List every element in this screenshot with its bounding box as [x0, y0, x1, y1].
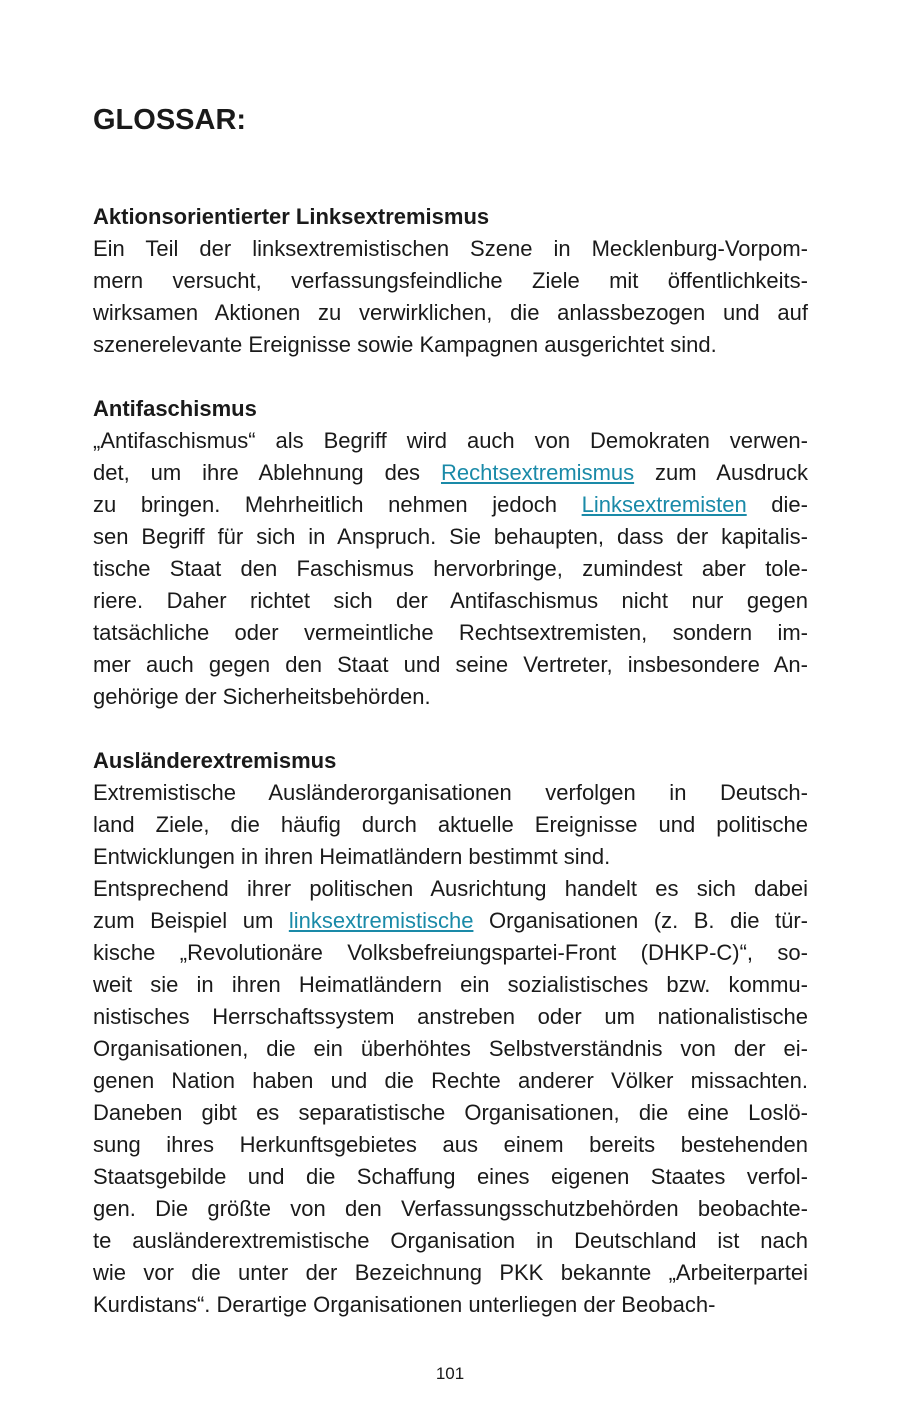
glossary-link[interactable]: Linksextremisten — [581, 492, 747, 517]
text-line — [93, 521, 808, 553]
text-line — [93, 489, 808, 521]
text-line — [93, 585, 808, 617]
text-segment: gehörige der Sicherheitsbehörden. — [93, 684, 431, 709]
page-title: GLOSSAR: — [93, 104, 247, 136]
text-segment: nistisches Herrschaftssystem anstreben oder um nationalistische — [93, 1004, 808, 1029]
page-number: 101 — [435, 1364, 465, 1383]
text-segment: zum Beispiel um — [93, 908, 289, 933]
text-line — [93, 1129, 808, 1161]
glossary-entry — [93, 201, 808, 361]
glossary-entry — [93, 393, 808, 713]
glossary-term: Aktionsorientierter Linksextremismus — [93, 204, 490, 229]
text-segment: kische „Revolutionäre Volksbefreiungspartei-Front (DHKP-C)“, so- — [93, 940, 808, 965]
text-line — [93, 265, 808, 297]
text-line — [93, 873, 808, 905]
text-line — [93, 1033, 808, 1065]
text-segment: Entwicklungen in ihren Heimatländern bestimmt sind. — [93, 844, 611, 869]
glossary-entry — [93, 745, 808, 1321]
text-line — [93, 1289, 808, 1321]
text-segment: Extremistische Ausländerorganisationen verfolgen in Deutsch- — [93, 780, 808, 805]
text-line — [93, 425, 808, 457]
text-line — [93, 905, 808, 937]
text-line — [93, 1161, 808, 1193]
text-segment: Daneben gibt es separatistische Organisationen, die eine Loslö- — [93, 1100, 808, 1125]
text-line — [93, 297, 808, 329]
text-line — [93, 1065, 808, 1097]
text-segment: tische Staat den Faschismus hervorbringe, zumindest aber tole- — [93, 556, 808, 581]
text-segment: sen Begriff für sich in Anspruch. Sie behaupten, dass der kapitalis- — [93, 524, 808, 549]
text-line — [93, 1001, 808, 1033]
text-segment: Organisationen (z. B. die tür- — [473, 908, 808, 933]
text-segment: Kurdistans“. Derartige Organisationen unterliegen der Beobach- — [93, 1292, 716, 1317]
text-line — [93, 1257, 808, 1289]
text-segment: Entsprechend ihrer politischen Ausrichtung handelt es sich dabei — [93, 876, 808, 901]
text-line — [93, 233, 808, 265]
text-segment: sung ihres Herkunftsgebietes aus einem bereits bestehenden — [93, 1132, 808, 1157]
glossary-link[interactable]: Rechtsextremismus — [440, 460, 635, 485]
glossary-term: Ausländerextremismus — [93, 748, 337, 773]
glossary-term: Antifaschismus — [93, 396, 257, 421]
text-segment: land Ziele, die häufig durch aktuelle Ereignisse und politische — [93, 812, 808, 837]
text-line — [93, 649, 808, 681]
text-segment: tatsächliche oder vermeintliche Rechtsextremisten, sondern im- — [93, 620, 808, 645]
text-segment: det, um ihre Ablehnung des — [93, 460, 441, 485]
glossary-content — [93, 201, 808, 1353]
text-line — [93, 937, 808, 969]
text-line — [93, 457, 808, 489]
text-segment: mer auch gegen den Staat und seine Vertreter, insbesondere An- — [93, 652, 808, 677]
text-line — [93, 809, 808, 841]
text-segment: te ausländerextremistische Organisation in Deutschland ist nach — [93, 1228, 808, 1253]
text-segment: die- — [746, 492, 808, 517]
text-segment: Staatsgebilde und die Schaffung eines eigenen Staates verfol- — [93, 1164, 808, 1189]
text-segment: genen Nation haben und die Rechte anderer Völker missachten. — [93, 1068, 808, 1093]
text-line — [93, 553, 808, 585]
text-segment: wirksamen Aktionen zu verwirklichen, die anlassbezogen und auf — [93, 300, 808, 325]
text-segment: Organisationen, die ein überhöhtes Selbstverständnis von der ei- — [93, 1036, 808, 1061]
text-line — [93, 969, 808, 1001]
glossary-link[interactable]: linksextremistische — [288, 908, 474, 933]
text-segment: Ein Teil der linksextremistischen Szene in Mecklenburg-Vorpom- — [93, 236, 808, 261]
text-line — [93, 1225, 808, 1257]
text-segment: „Antifaschismus“ als Begriff wird auch von Demokraten verwen- — [93, 428, 808, 453]
text-segment: szenerelevante Ereignisse sowie Kampagnen ausgerichtet sind. — [93, 332, 717, 357]
text-line — [93, 1097, 808, 1129]
text-line — [93, 329, 808, 361]
text-segment: zu bringen. Mehrheitlich nehmen jedoch — [93, 492, 582, 517]
text-segment: riere. Daher richtet sich der Antifaschismus nicht nur gegen — [93, 588, 808, 613]
text-segment: weit sie in ihren Heimatländern ein sozialistisches bzw. kommu- — [93, 972, 808, 997]
text-segment: wie vor die unter der Bezeichnung PKK bekannte „Arbeiterpartei — [93, 1260, 808, 1285]
text-segment: zum Ausdruck — [634, 460, 809, 485]
text-segment: gen. Die größte von den Verfassungsschutzbehörden beobachte- — [93, 1196, 808, 1221]
text-line — [93, 841, 808, 873]
text-line — [93, 617, 808, 649]
text-line — [93, 681, 808, 713]
text-line — [93, 777, 808, 809]
text-line — [93, 1193, 808, 1225]
text-segment: mern versucht, verfassungsfeindliche Ziele mit öffentlichkeits- — [93, 268, 808, 293]
